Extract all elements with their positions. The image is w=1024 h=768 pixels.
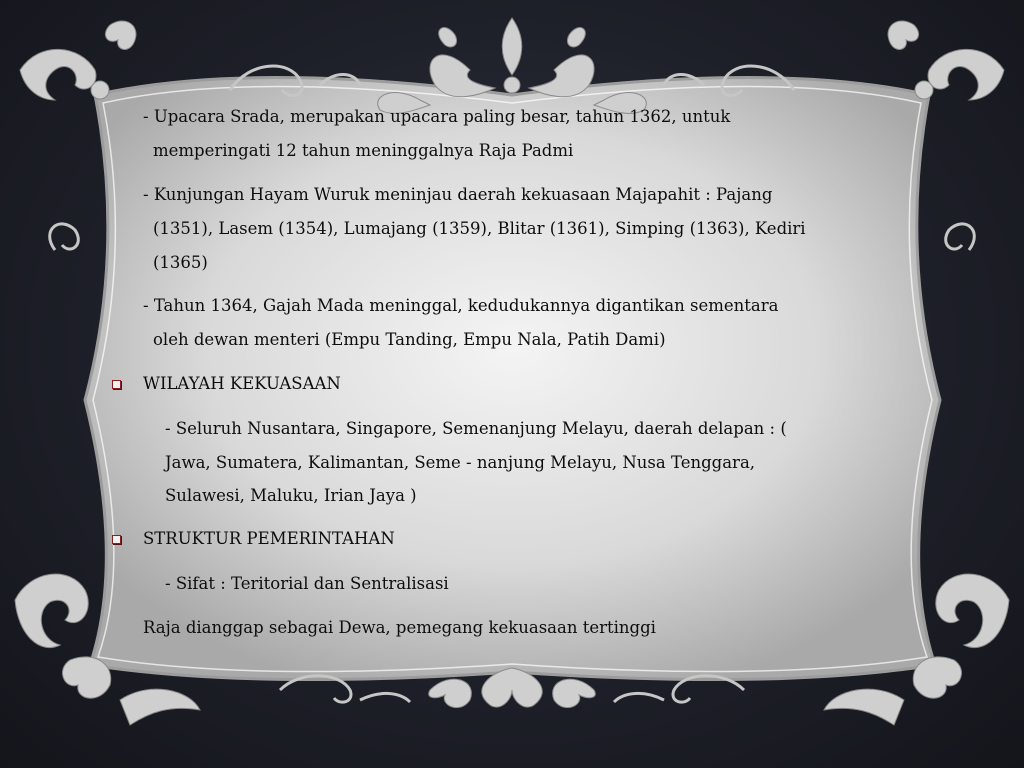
paragraph-gajah-mada-line-1: - Tahun 1364, Gajah Mada meninggal, kedudukannya digantikan sementara — [143, 296, 779, 315]
paragraph-wilayah-line-1: - Seluruh Nusantara, Singapore, Semenanjung Melayu, daerah delapan : ( — [165, 419, 787, 438]
square-bullet-icon — [112, 380, 121, 389]
heading-struktur-pemerintahan: STRUKTUR PEMERINTAHAN — [143, 529, 395, 548]
square-bullet-icon — [112, 535, 121, 544]
paragraph-kunjungan-line-3: (1365) — [153, 253, 208, 272]
paragraph-upacara-srada-line-2: memperingati 12 tahun meninggalnya Raja Padmi — [153, 141, 574, 160]
paragraph-kunjungan-line-2: (1351), Lasem (1354), Lumajang (1359), Blitar (1361), Simping (1363), Kediri — [153, 219, 806, 238]
paragraph-wilayah-line-2: Jawa, Sumatera, Kalimantan, Seme - nanjung Melayu, Nusa Tenggara, — [165, 453, 756, 472]
heading-wilayah-kekuasaan: WILAYAH KEKUASAAN — [143, 374, 341, 393]
paragraph-upacara-srada-line-1: - Upacara Srada, merupakan upacara paling besar, tahun 1362, untuk — [143, 107, 731, 126]
paragraph-gajah-mada-line-2: oleh dewan menteri (Empu Tanding, Empu Nala, Patih Dami) — [153, 330, 666, 349]
paragraph-raja-dewa: Raja dianggap sebagai Dewa, pemegang kekuasaan tertinggi — [143, 618, 656, 637]
paragraph-sifat: - Sifat : Teritorial dan Sentralisasi — [165, 574, 449, 593]
paragraph-kunjungan-line-1: - Kunjungan Hayam Wuruk meninjau daerah kekuasaan Majapahit : Pajang — [143, 185, 773, 204]
paragraph-wilayah-line-3: Sulawesi, Maluku, Irian Jaya ) — [165, 486, 417, 505]
